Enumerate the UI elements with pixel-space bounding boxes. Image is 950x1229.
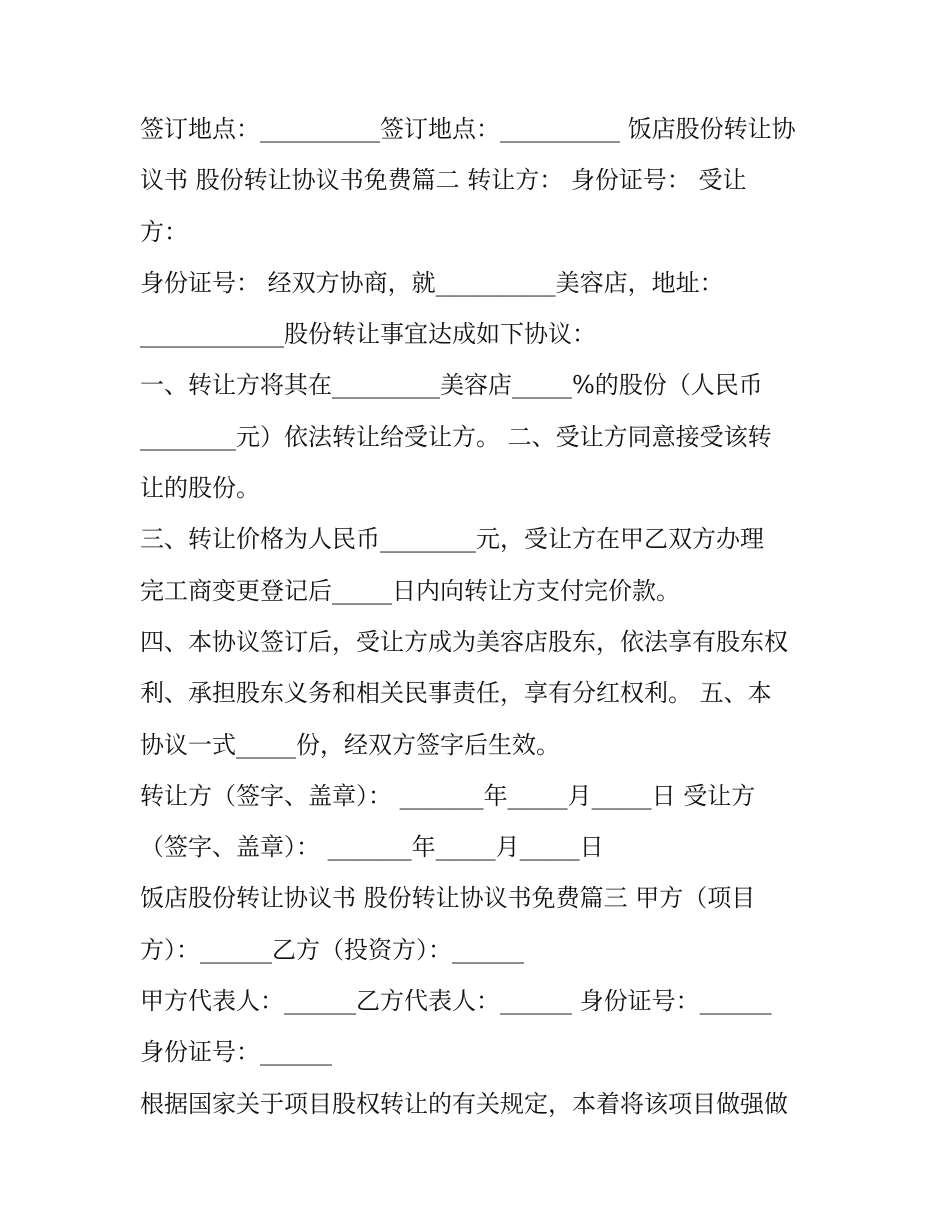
text-line: 利、承担股东义务和相关民事责任，享有分红权利。 五、本 bbox=[140, 679, 772, 708]
text-line: 根据国家关于项目股权转让的有关规定，本着将该项目做强做 bbox=[140, 1089, 788, 1118]
text-line: 完工商变更登记后_____日内向转让方支付完价款。 bbox=[140, 576, 680, 605]
text-line: （签字、盖章）： _______年_____月_____日 bbox=[140, 833, 604, 862]
text-line: 四、本协议签订后，受让方成为美容店股东，依法享有股东权 bbox=[140, 627, 788, 656]
text-line: 身份证号：______ bbox=[140, 1038, 332, 1067]
text-line: 一、转让方将其在_________美容店_____%的股份（人民币 bbox=[140, 371, 763, 400]
document-body bbox=[140, 104, 820, 1130]
text-line: ________元）依法转让给受让方。 二、受让方同意接受该转 bbox=[140, 422, 772, 451]
text-line: 签订地点：__________签订地点：__________ 饭店股份转让协 bbox=[140, 115, 796, 143]
text-line: 转让方（签字、盖章）： _______年_____月_____日 受让方 bbox=[140, 781, 756, 810]
text-line: 协议一式_____份，经双方签字后生效。 bbox=[140, 730, 560, 759]
text-line: 让的股份。 bbox=[140, 474, 260, 503]
text-line: 三、转让价格为人民币________元，受让方在甲乙双方办理 bbox=[140, 525, 764, 554]
text-line: 身份证号： 经双方协商，就__________美容店，地址： bbox=[140, 268, 724, 297]
text-line: ____________股份转让事宜达成如下协议： bbox=[140, 320, 596, 349]
text-line: 甲方代表人：______乙方代表人：______ 身份证号：______ bbox=[140, 987, 772, 1016]
text-line: 饭店股份转让协议书 股份转让协议书免费篇三 甲方（项目 bbox=[140, 884, 756, 913]
text-line: 方）：______乙方（投资方）：______ bbox=[140, 935, 524, 964]
text-line: 议书 股份转让协议书免费篇二 转让方： 身份证号： 受让 bbox=[140, 166, 747, 195]
text-line: 方： bbox=[140, 217, 188, 246]
